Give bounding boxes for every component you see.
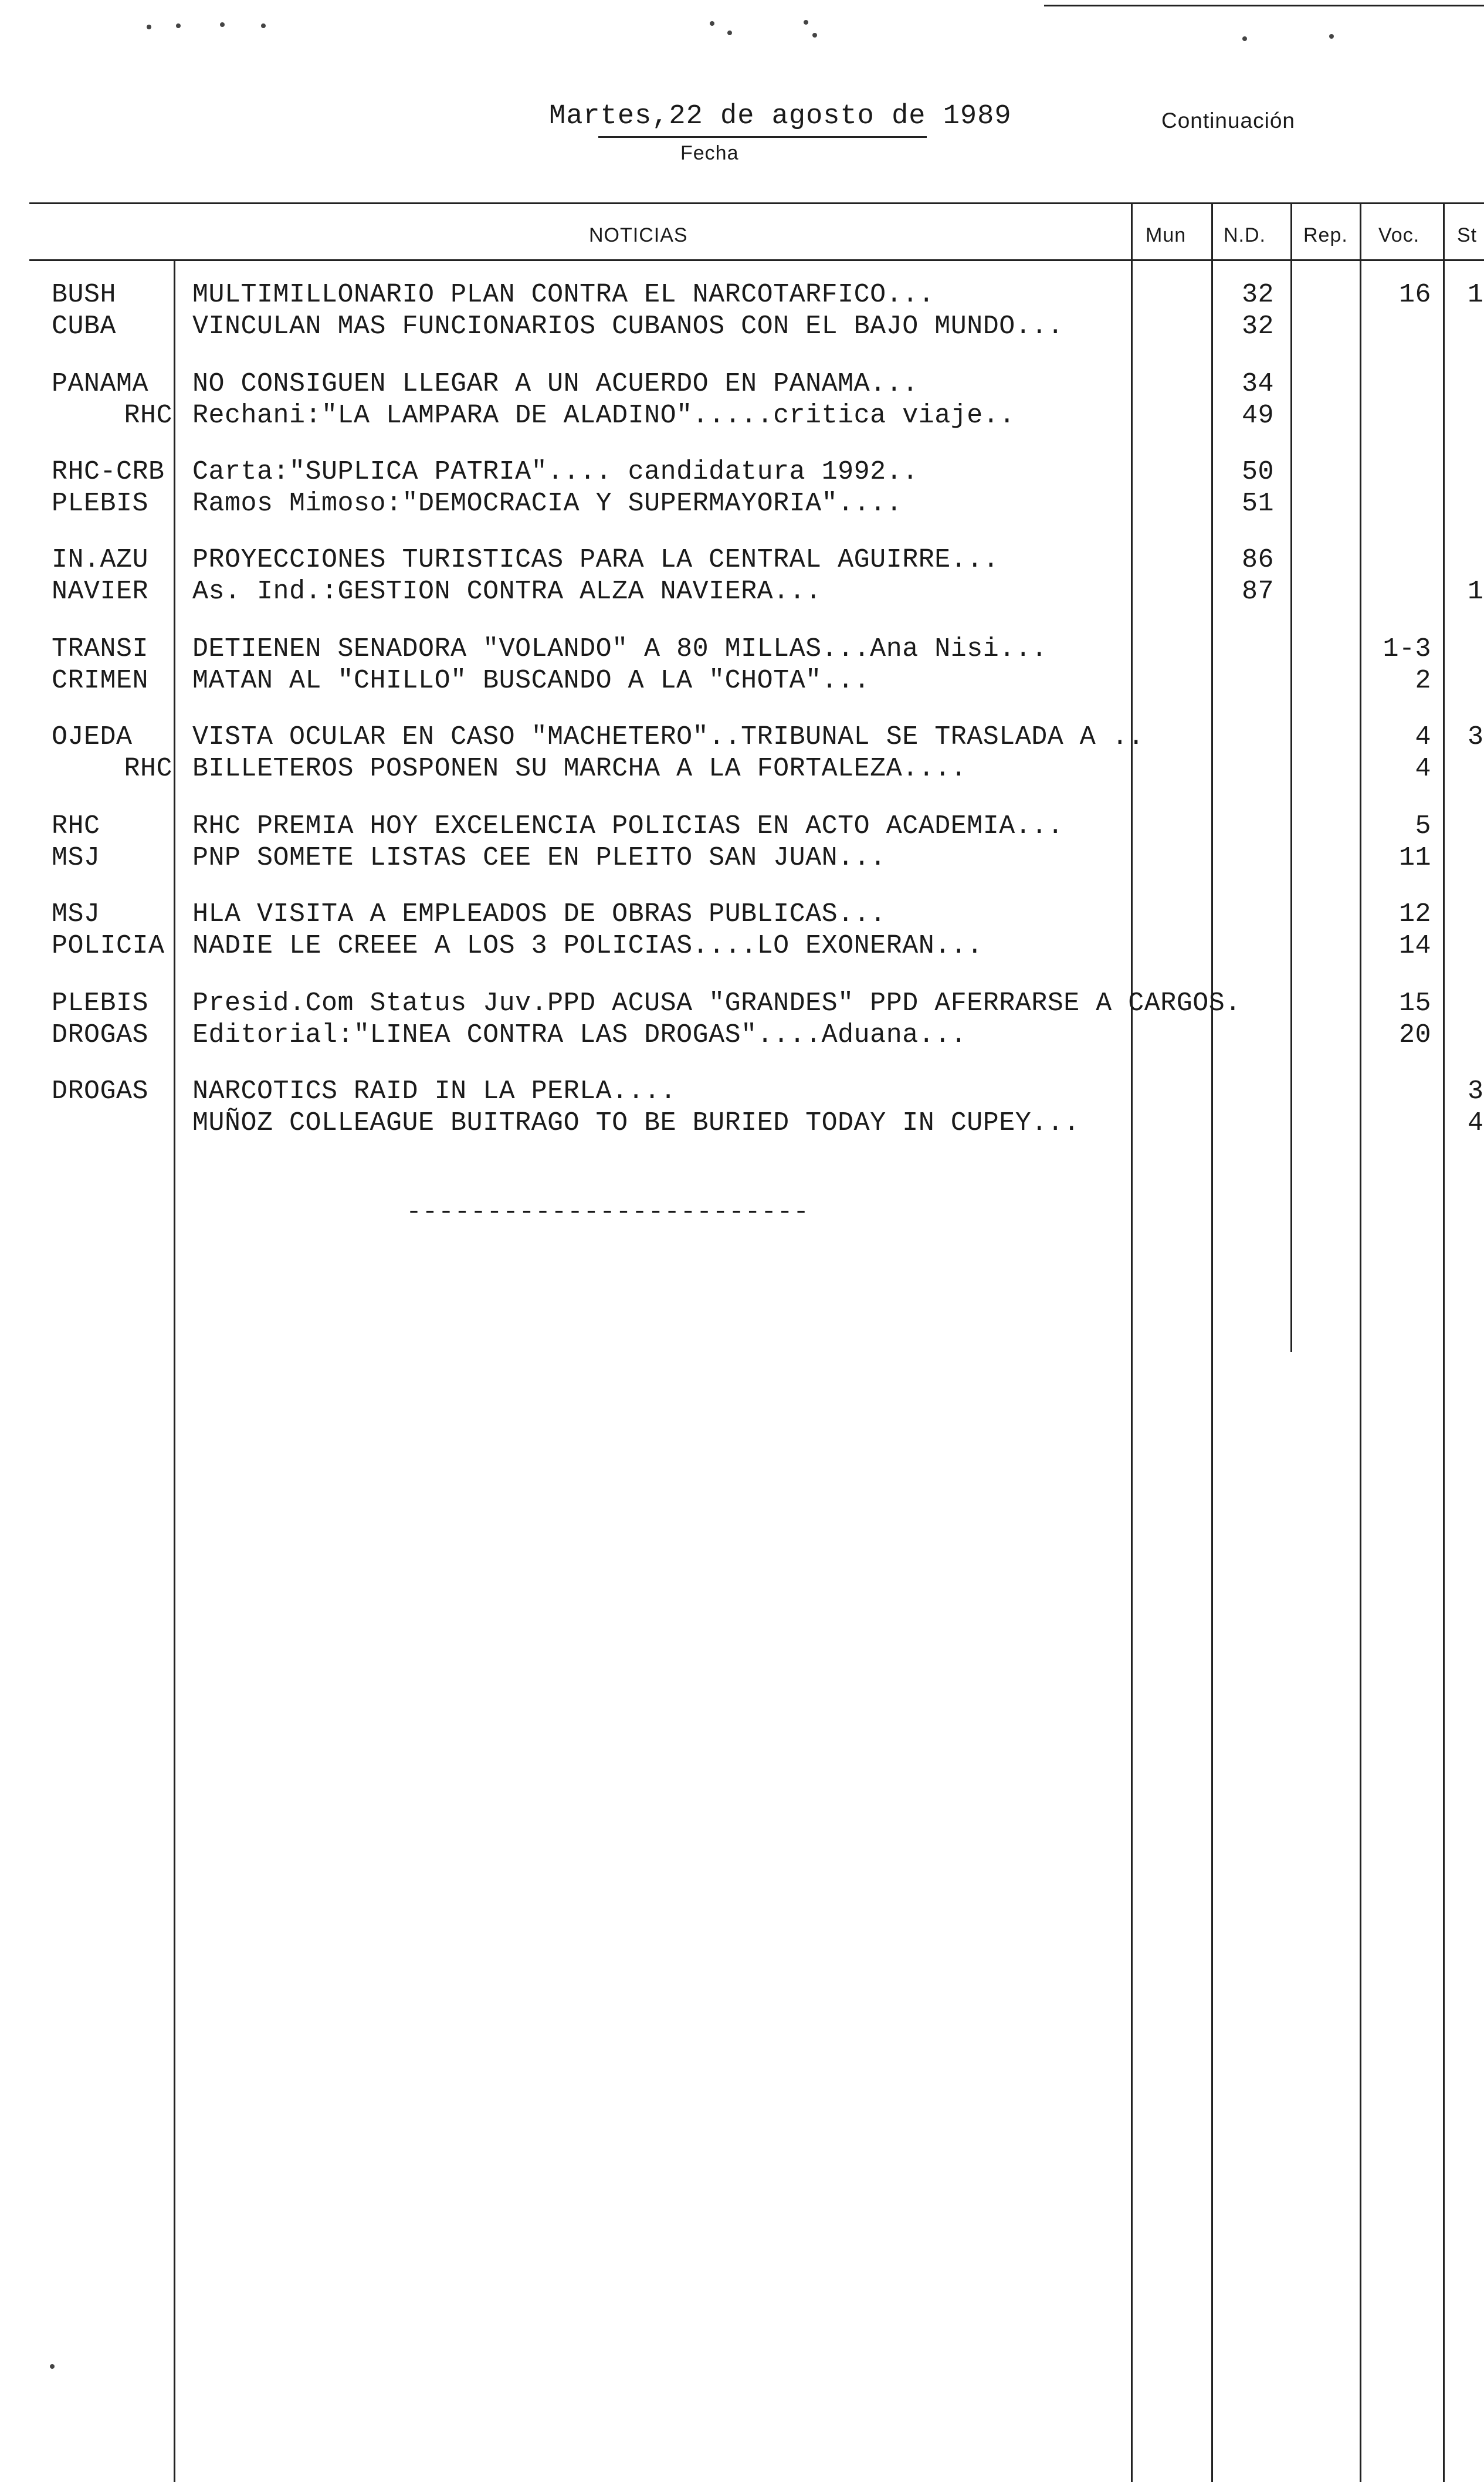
row-headline: Editorial:"LINEA CONTRA LAS DROGAS"....Aduana... bbox=[192, 1020, 967, 1050]
date-underline bbox=[598, 136, 927, 138]
row-voc: 12 bbox=[1398, 899, 1431, 929]
row-tag: CRIMEN bbox=[52, 666, 149, 696]
scan-speck bbox=[804, 20, 808, 25]
row-nd: 50 bbox=[1241, 457, 1274, 487]
tag-column-divider bbox=[174, 259, 175, 2482]
column-header-mun: Mun bbox=[1146, 224, 1187, 246]
column-header-nd: N.D. bbox=[1224, 224, 1266, 246]
row-headline: Presid.Com Status Juv.PPD ACUSA "GRANDES" PPD AFERRARSE A CARGOS. bbox=[192, 988, 1241, 1018]
scan-speck bbox=[147, 25, 151, 29]
row-tag: PLEBIS bbox=[52, 489, 149, 519]
row-headline: VISTA OCULAR EN CASO "MACHETERO"..TRIBUNAL SE TRASLADA A .. bbox=[192, 722, 1144, 752]
row-nd: 32 bbox=[1241, 311, 1274, 341]
row-voc: 5 bbox=[1415, 811, 1431, 841]
row-voc: 14 bbox=[1398, 931, 1431, 961]
row-headline: DETIENEN SENADORA "VOLANDO" A 80 MILLAS...Ana Nisi... bbox=[192, 634, 1048, 664]
row-headline: As. Ind.:GESTION CONTRA ALZA NAVIERA... bbox=[192, 577, 822, 607]
row-headline: PROYECCIONES TURISTICAS PARA LA CENTRAL AGUIRRE... bbox=[192, 545, 1000, 575]
row-nd: 32 bbox=[1241, 280, 1274, 310]
noticias-divider bbox=[1131, 202, 1133, 2482]
row-nd: 86 bbox=[1241, 545, 1274, 575]
row-voc: 4 bbox=[1415, 754, 1431, 784]
header-bottom-rule bbox=[29, 259, 1484, 261]
scan-speck bbox=[1329, 34, 1334, 39]
row-tag: MSJ bbox=[52, 899, 100, 929]
row-tag: IN.AZU bbox=[52, 545, 149, 575]
top-edge-rule bbox=[1044, 5, 1484, 6]
row-tag: DROGAS bbox=[52, 1020, 149, 1050]
row-voc: 16 bbox=[1398, 280, 1431, 310]
row-tag: BUSH bbox=[52, 280, 117, 310]
row-st: 1 bbox=[1468, 577, 1484, 607]
scan-speck bbox=[1242, 36, 1247, 41]
row-tag: RHC-CRB bbox=[52, 457, 165, 487]
scan-speck bbox=[261, 23, 266, 28]
row-tag: PANAMA bbox=[52, 369, 149, 399]
nd-divider bbox=[1290, 202, 1292, 1352]
row-headline: PNP SOMETE LISTAS CEE EN PLEITO SAN JUAN... bbox=[192, 843, 886, 873]
row-headline: Carta:"SUPLICA PATRIA".... candidatura 1992.. bbox=[192, 457, 919, 487]
rep-divider bbox=[1360, 202, 1361, 2482]
row-tag: PLEBIS bbox=[52, 988, 149, 1018]
row-st: 1 bbox=[1468, 280, 1484, 310]
row-voc: 15 bbox=[1398, 988, 1431, 1018]
row-voc: 1-3 bbox=[1383, 634, 1431, 664]
row-headline: MULTIMILLONARIO PLAN CONTRA EL NARCOTARFICO... bbox=[192, 280, 935, 310]
row-voc: 20 bbox=[1398, 1020, 1431, 1050]
row-headline: RHC PREMIA HOY EXCELENCIA POLICIAS EN ACTO ACADEMIA... bbox=[192, 811, 1064, 841]
row-headline: MUÑOZ COLLEAGUE BUITRAGO TO BE BURIED TODAY IN CUPEY... bbox=[192, 1108, 1080, 1138]
page-date: Martes,22 de agosto de 1989 bbox=[549, 101, 1012, 132]
row-tag: TRANSI bbox=[52, 634, 149, 664]
date-label: Fecha bbox=[680, 142, 739, 164]
row-tag: DROGAS bbox=[52, 1076, 149, 1106]
row-headline: NO CONSIGUEN LLEGAR A UN ACUERDO EN PANAMA... bbox=[192, 369, 919, 399]
row-headline: Rechani:"LA LAMPARA DE ALADINO".....critica viaje.. bbox=[192, 401, 1015, 431]
row-headline: VINCULAN MAS FUNCIONARIOS CUBANOS CON EL BAJO MUNDO... bbox=[192, 311, 1064, 341]
row-tag: CUBA bbox=[52, 311, 117, 341]
row-tag: RHC bbox=[124, 401, 172, 431]
column-header-voc: Voc. bbox=[1378, 224, 1420, 246]
row-tag: MSJ bbox=[52, 843, 100, 873]
row-tag: RHC bbox=[52, 811, 100, 841]
scan-speck bbox=[812, 33, 817, 38]
row-st: 3 bbox=[1468, 1076, 1484, 1106]
row-st: 3 bbox=[1468, 722, 1484, 752]
row-headline: NARCOTICS RAID IN LA PERLA.... bbox=[192, 1076, 677, 1106]
row-headline: Ramos Mimoso:"DEMOCRACIA Y SUPERMAYORIA".... bbox=[192, 489, 903, 519]
mun-divider bbox=[1211, 202, 1213, 2482]
row-tag: NAVIER bbox=[52, 577, 149, 607]
scan-speck bbox=[710, 21, 714, 26]
row-voc: 4 bbox=[1415, 722, 1431, 752]
row-tag: POLICIA bbox=[52, 931, 165, 961]
continuation-label: Continuación bbox=[1161, 109, 1295, 133]
row-tag: RHC bbox=[124, 754, 172, 784]
scan-speck bbox=[50, 2364, 55, 2369]
scan-speck bbox=[727, 31, 732, 35]
row-tag: OJEDA bbox=[52, 722, 133, 752]
scan-speck bbox=[176, 23, 181, 28]
row-headline: MATAN AL "CHILLO" BUSCANDO A LA "CHOTA"... bbox=[192, 666, 870, 696]
row-headline: NADIE LE CREEE A LOS 3 POLICIAS....LO EXONERAN... bbox=[192, 931, 983, 961]
scan-speck bbox=[220, 22, 225, 27]
row-headline: HLA VISITA A EMPLEADOS DE OBRAS PUBLICAS... bbox=[192, 899, 886, 929]
row-voc: 2 bbox=[1415, 666, 1431, 696]
row-headline: BILLETEROS POSPONEN SU MARCHA A LA FORTALEZA.... bbox=[192, 754, 967, 784]
column-header-st: St bbox=[1457, 224, 1478, 246]
row-nd: 34 bbox=[1241, 369, 1274, 399]
row-voc: 11 bbox=[1398, 843, 1431, 873]
row-nd: 87 bbox=[1241, 577, 1274, 607]
header-top-rule bbox=[29, 202, 1484, 204]
row-nd: 49 bbox=[1241, 401, 1274, 431]
closing-dash-rule: ------------------------- bbox=[406, 1197, 809, 1227]
voc-divider bbox=[1443, 202, 1445, 2482]
column-header-noticias: NOTICIAS bbox=[589, 224, 688, 246]
row-st: 4 bbox=[1468, 1108, 1484, 1138]
row-nd: 51 bbox=[1241, 489, 1274, 519]
column-header-rep: Rep. bbox=[1303, 224, 1348, 246]
